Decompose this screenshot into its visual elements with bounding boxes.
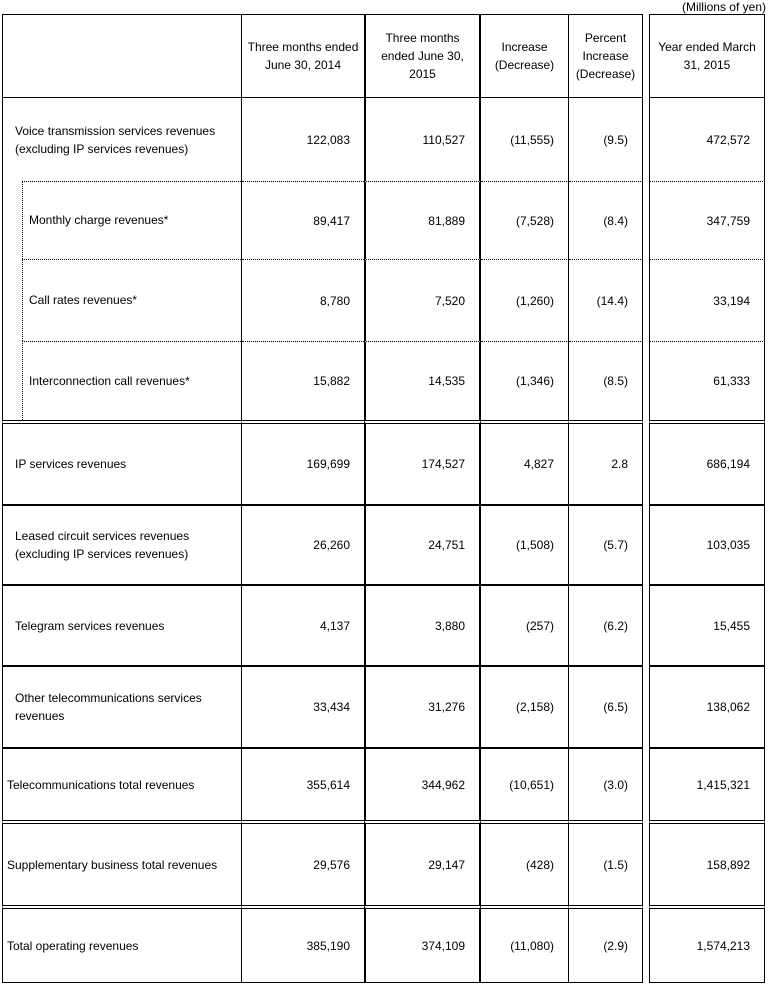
row-label-cell bbox=[2, 181, 242, 259]
value-cell: (8.4) bbox=[569, 181, 643, 259]
value-cell: 61,333 bbox=[649, 341, 765, 420]
value-cell: 4,137 bbox=[242, 584, 364, 665]
value-cell: (2,158) bbox=[481, 665, 569, 747]
value-cell: 7,520 bbox=[364, 259, 481, 341]
row-label: Supplementary business total revenues bbox=[7, 857, 218, 872]
row-label-cell bbox=[2, 584, 242, 665]
value-cell: 355,614 bbox=[242, 747, 364, 820]
value-cell: (5.7) bbox=[569, 504, 643, 584]
value-cell: 81,889 bbox=[364, 181, 481, 259]
value-cell: (2.9) bbox=[569, 905, 643, 983]
value-cell: 344,962 bbox=[364, 747, 481, 820]
value-cell: 29,576 bbox=[242, 820, 364, 905]
row-label: Other telecommunications services revenues bbox=[15, 691, 202, 723]
value-cell: 89,417 bbox=[242, 181, 364, 259]
value-cell: 122,083 bbox=[242, 97, 364, 181]
row-label: Telegram services revenues bbox=[15, 618, 165, 633]
value-cell: 385,190 bbox=[242, 905, 364, 983]
value-cell: 29,147 bbox=[364, 820, 481, 905]
value-cell: 374,109 bbox=[364, 905, 481, 983]
value-cell: (6.2) bbox=[569, 584, 643, 665]
row-label: Voice transmission services revenues (excluding IP services revenues) bbox=[15, 123, 216, 156]
value-cell: 1,574,213 bbox=[649, 905, 765, 983]
row-label-cell bbox=[2, 665, 242, 747]
value-cell: 4,827 bbox=[481, 420, 569, 504]
value-cell: (11,080) bbox=[481, 905, 569, 983]
row-label-cell bbox=[2, 420, 242, 504]
value-cell: (3.0) bbox=[569, 747, 643, 820]
row-label-cell bbox=[2, 820, 242, 905]
row-label: Total operating revenues bbox=[7, 938, 139, 953]
value-cell: (8.5) bbox=[569, 341, 643, 420]
col-header-three-months-2014: Three months ended June 30, 2014 bbox=[242, 14, 364, 97]
value-cell: 8,780 bbox=[242, 259, 364, 341]
row-label: Telecommunications total revenues bbox=[7, 777, 195, 792]
value-cell: 3,880 bbox=[364, 584, 481, 665]
row-label: Call rates revenues* bbox=[29, 293, 138, 307]
value-cell: 14,535 bbox=[364, 341, 481, 420]
row-label-cell bbox=[2, 504, 242, 584]
row-label-cell bbox=[2, 97, 242, 181]
col-header-year-ended: Year ended March 31, 2015 bbox=[649, 14, 765, 97]
value-cell: (1,260) bbox=[481, 259, 569, 341]
col-header-three-months-2015: Three months ended June 30, 2015 bbox=[364, 14, 481, 97]
value-cell: 103,035 bbox=[649, 504, 765, 584]
row-label: IP services revenues bbox=[15, 457, 127, 471]
value-cell: 24,751 bbox=[364, 504, 481, 584]
value-cell: 169,699 bbox=[242, 420, 364, 504]
col-header-increase-decrease: Increase (Decrease) bbox=[481, 14, 569, 97]
value-cell: 2.8 bbox=[569, 420, 643, 504]
row-label: Leased circuit services revenues (excluding IP services revenues) bbox=[15, 529, 190, 561]
value-cell: 138,062 bbox=[649, 665, 765, 747]
row-label: Interconnection call revenues* bbox=[29, 373, 190, 388]
value-cell: (1.5) bbox=[569, 820, 643, 905]
value-cell: 33,194 bbox=[649, 259, 765, 341]
value-cell: 15,455 bbox=[649, 584, 765, 665]
row-label: Monthly charge revenues* bbox=[29, 213, 169, 227]
value-cell: 347,759 bbox=[649, 181, 765, 259]
value-cell: 31,276 bbox=[364, 665, 481, 747]
value-cell: 686,194 bbox=[649, 420, 765, 504]
header-blank-cell bbox=[2, 14, 242, 97]
row-label-cell bbox=[2, 747, 242, 820]
value-cell: (6.5) bbox=[569, 665, 643, 747]
value-cell: (11,555) bbox=[481, 97, 569, 181]
value-cell: (1,508) bbox=[481, 504, 569, 584]
value-cell: 110,527 bbox=[364, 97, 481, 181]
value-cell: 33,434 bbox=[242, 665, 364, 747]
value-cell: (9.5) bbox=[569, 97, 643, 181]
value-cell: (1,346) bbox=[481, 341, 569, 420]
row-label-cell bbox=[2, 905, 242, 983]
col-header-percent-increase-decrease: Percent Increase (Decrease) bbox=[569, 14, 643, 97]
value-cell: 158,892 bbox=[649, 820, 765, 905]
row-label-cell bbox=[2, 259, 242, 341]
units-note: (Millions of yen) bbox=[681, 0, 766, 14]
revenue-table bbox=[2, 14, 769, 983]
value-cell: (7,528) bbox=[481, 181, 569, 259]
value-cell: (10,651) bbox=[481, 747, 569, 820]
value-cell: 15,882 bbox=[242, 341, 364, 420]
row-label-cell bbox=[2, 341, 242, 420]
value-cell: (257) bbox=[481, 584, 569, 665]
value-cell: (14.4) bbox=[569, 259, 643, 341]
value-cell: 1,415,321 bbox=[649, 747, 765, 820]
value-cell: (428) bbox=[481, 820, 569, 905]
value-cell: 174,527 bbox=[364, 420, 481, 504]
value-cell: 26,260 bbox=[242, 504, 364, 584]
value-cell: 472,572 bbox=[649, 97, 765, 181]
